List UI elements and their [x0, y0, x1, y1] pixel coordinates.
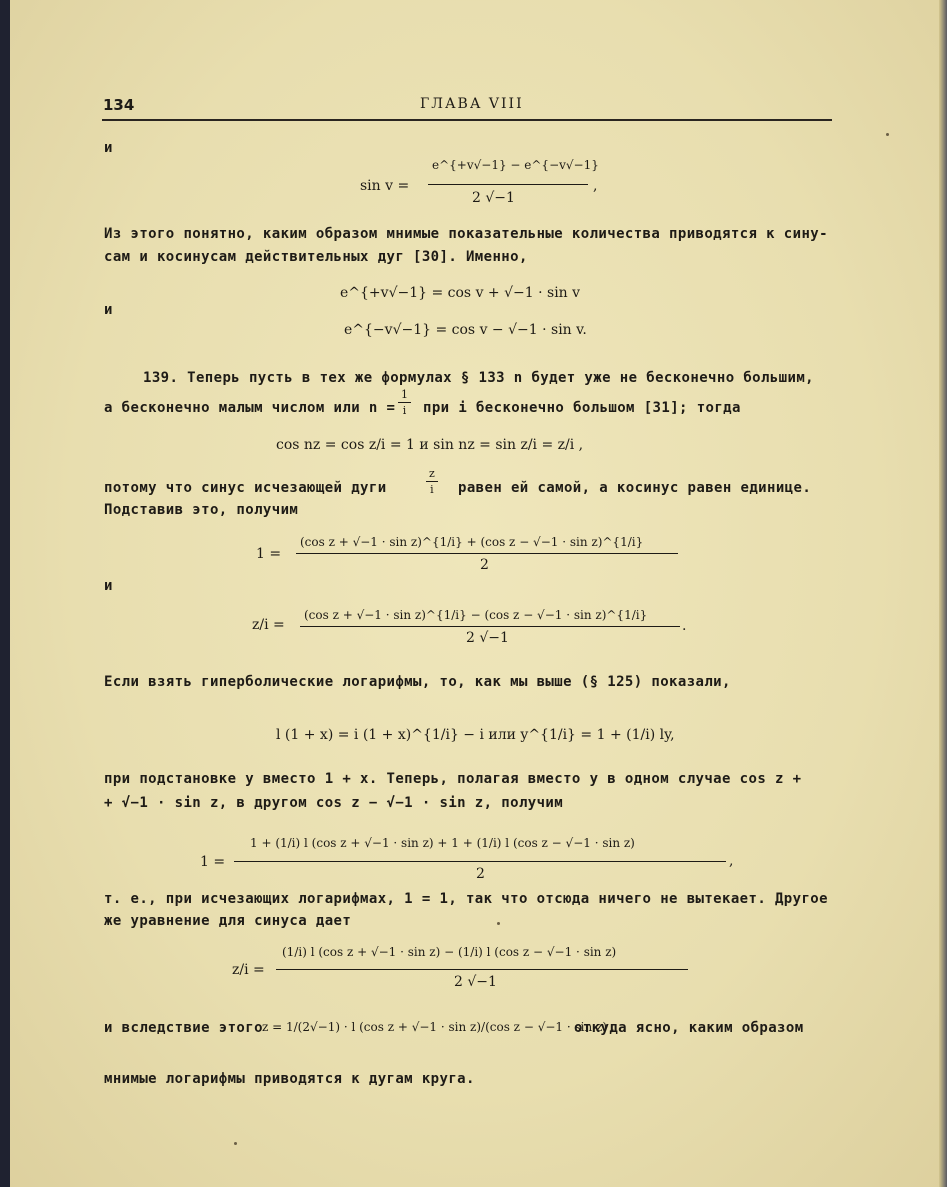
- paragraph-7-line-2: мнимые логарифмы приводятся к дугам круга.: [104, 1071, 475, 1087]
- paper-speck: [886, 133, 889, 136]
- formula-3-fraction-bar: [234, 861, 726, 862]
- formula-cos-sin-nz: cos nz = cos z/i = 1 и sin nz = sin z/i = z/i ,: [276, 437, 584, 453]
- scan-edge-left: [0, 0, 10, 1187]
- header-rule: [102, 119, 832, 121]
- formula-5: z = 1/(2√−1) · l (cos z + √−1 · sin z)/(cos z − √−1 · sin z) ,: [262, 1020, 615, 1034]
- formula-sin-v-fraction-bar: [428, 184, 588, 185]
- paper-speck: [234, 1142, 237, 1145]
- formula-1-fraction-bar: [296, 553, 678, 554]
- formula-4-denominator: 2 √−1: [454, 974, 497, 990]
- formula-1-denominator: 2: [480, 557, 489, 573]
- fraction-z-over-i: $\frac{z}{i}$: [426, 467, 438, 496]
- formula-4-numerator: (1/i) l (cos z + √−1 · sin z) − (1/i) l (cos z − √−1 · sin z): [282, 945, 617, 959]
- formula-4-fraction-bar: [276, 969, 688, 970]
- conjunction-and-2: и: [104, 302, 113, 318]
- paragraph-2-line-1: 139. Теперь пусть в тех же формулах § 133 n будет уже не бесконечно большим,: [143, 370, 814, 386]
- formula-2-numerator: (cos z + √−1 · sin z)^{1/i} − (cos z − √−1 · sin z)^{1/i}: [304, 608, 648, 622]
- conjunction-and-3: и: [104, 578, 113, 594]
- formula-1-lhs: 1 =: [256, 546, 282, 562]
- formula-3-comma: ,: [729, 853, 734, 869]
- formula-2-lhs: z/i =: [252, 617, 285, 633]
- formula-sin-v-lhs: sin v =: [360, 178, 410, 194]
- paragraph-6-line-1: т. е., при исчезающих логарифмах, 1 = 1, так что отсюда ничего не вытекает. Другое: [104, 891, 828, 907]
- paper-speck: [497, 922, 500, 925]
- formula-2-period: .: [682, 618, 687, 634]
- paragraph-5-line-2: + √−1 · sin z, в другом cos z − √−1 · sin z, получим: [104, 795, 564, 811]
- paragraph-3-line-2: Подставив это, получим: [104, 502, 299, 518]
- formula-sin-v-denominator: 2 √−1: [472, 190, 515, 206]
- formula-3-numerator: 1 + (1/i) l (cos z + √−1 · sin z) + 1 + (1/i) l (cos z − √−1 · sin z): [250, 836, 635, 850]
- paragraph-6-line-2: же уравнение для синуса дает: [104, 913, 352, 929]
- paragraph-5-line-1: при подстановке y вместо 1 + x. Теперь, полагая вместо y в одном случае cos z +: [104, 771, 802, 787]
- paragraph-2-line-2-a: а бесконечно малым числом или n =: [104, 400, 396, 416]
- paragraph-7-b: откуда ясно, каким образом: [574, 1020, 804, 1036]
- formula-sin-v-numerator: e^{+v√−1} − e^{−v√−1}: [432, 158, 599, 172]
- paragraph-1-line-2: сам и косинусам действительных дуг [30]. Именно,: [104, 249, 528, 265]
- page-number: 134: [103, 96, 135, 114]
- fraction-one-over-i: $\frac{1}{i}$: [398, 388, 411, 417]
- scan-edge-right: [939, 0, 947, 1187]
- paragraph-7-a: и вследствие этого: [104, 1020, 263, 1036]
- formula-sin-v-comma: ,: [593, 178, 598, 194]
- paragraph-4: Если взять гиперболические логарифмы, то, как мы выше (§ 125) показали,: [104, 674, 731, 690]
- paragraph-2-line-2-b: при i бесконечно большом [31]; тогда: [423, 400, 741, 416]
- formula-4-lhs: z/i =: [232, 962, 265, 978]
- formula-exp-plus: e^{+v√−1} = cos v + √−1 · sin v: [340, 285, 581, 301]
- formula-1-numerator: (cos z + √−1 · sin z)^{1/i} + (cos z − √−1 · sin z)^{1/i}: [300, 535, 644, 549]
- paragraph-3-line-1-a: потому что синус исчезающей дуги: [104, 480, 387, 496]
- paragraph-3-line-1-b: равен ей самой, а косинус равен единице.: [458, 480, 812, 496]
- formula-exp-minus: e^{−v√−1} = cos v − √−1 · sin v.: [344, 322, 587, 338]
- formula-logarithm: l (1 + x) = i (1 + x)^{1/i} − i или y^{1/i} = 1 + (1/i) ly,: [276, 727, 675, 743]
- formula-3-denominator: 2: [476, 866, 485, 882]
- conjunction-and: и: [104, 140, 113, 156]
- formula-2-denominator: 2 √−1: [466, 630, 509, 646]
- paragraph-1-line-1: Из этого понятно, каким образом мнимые показательные количества приводятся к сину-: [104, 226, 828, 242]
- formula-3-lhs: 1 =: [200, 854, 226, 870]
- formula-2-fraction-bar: [300, 626, 680, 627]
- chapter-title: ГЛАВА VIII: [420, 96, 524, 112]
